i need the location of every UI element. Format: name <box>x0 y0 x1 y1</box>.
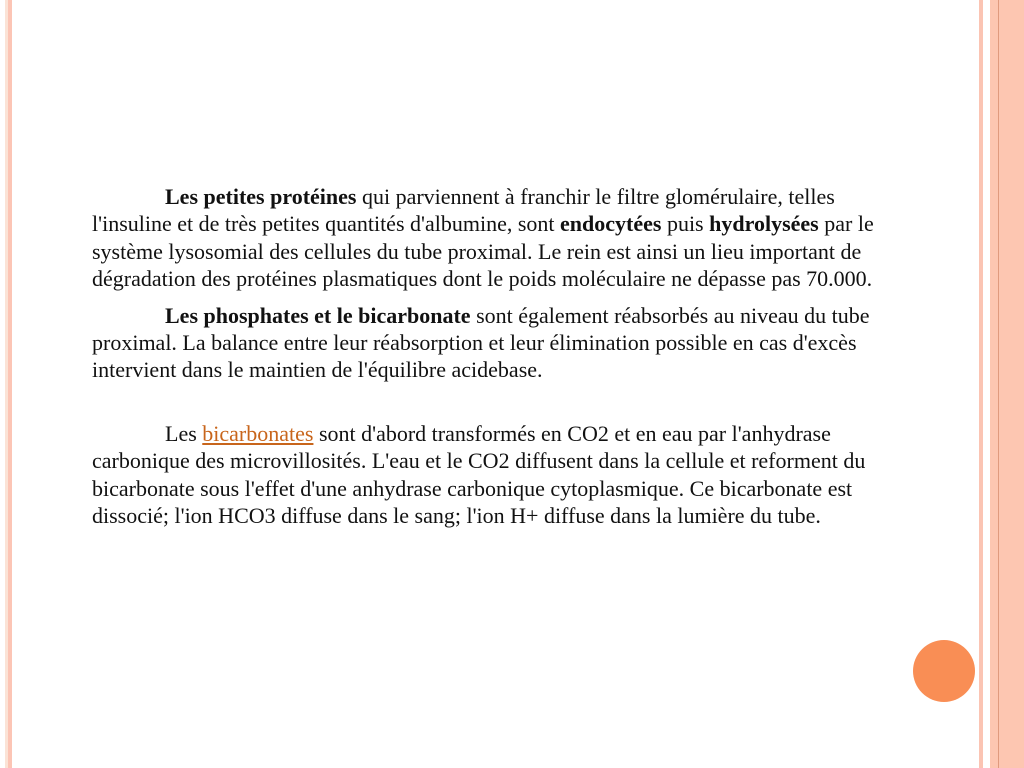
right-band <box>990 0 1024 768</box>
decorative-circle <box>913 640 975 702</box>
right-stripe-thin <box>979 0 983 768</box>
bold-term: Les petites protéines <box>165 184 357 209</box>
paragraph-proteins <box>92 183 882 293</box>
left-stripe <box>8 0 12 768</box>
text: Les <box>165 420 203 446</box>
paragraph-bicarbonates <box>92 420 882 530</box>
slide-body <box>92 183 882 529</box>
text: qui parviennent à franchir le filtre glomérulaire, telles l'insuline et de très petites quantités d'albumine, sont <box>92 184 835 237</box>
text: puis <box>661 211 710 237</box>
right-band-line <box>998 0 999 768</box>
text: sont d'abord transformés en CO2 et en eau par l'anhydrase carbonique des microvillosités. L'eau et le CO2 diffusent dans la cellule et reforment du bicarbonate sous l'effet d'une anhydrase carbonique cytoplasmique. Ce bicarbonate est dissocié; l'ion HCO3 diffuse dans le sang; l'ion H+ diffuse dans la lumière du tube. <box>92 420 866 529</box>
bold-term: endocytées <box>560 211 662 237</box>
text: sont également réabsorbés au niveau du tube proximal. La balance entre leur réabsorption et leur élimination possible en cas d'excès intervient dans le maintien de l'équilibre acidebase. <box>92 302 870 383</box>
bicarbonates-link[interactable]: bicarbonates <box>202 420 314 446</box>
text: par le système lysosomial des cellules du tube proximal. Le rein est ainsi un lieu important de dégradation des protéines plasmatiques dont le poids moléculaire ne dépasse pas 70.000. <box>92 211 874 292</box>
paragraph-phosphates <box>92 302 882 384</box>
bold-term: Les phosphates et le bicarbonate <box>165 302 471 328</box>
bold-term: hydrolysées <box>709 211 819 237</box>
